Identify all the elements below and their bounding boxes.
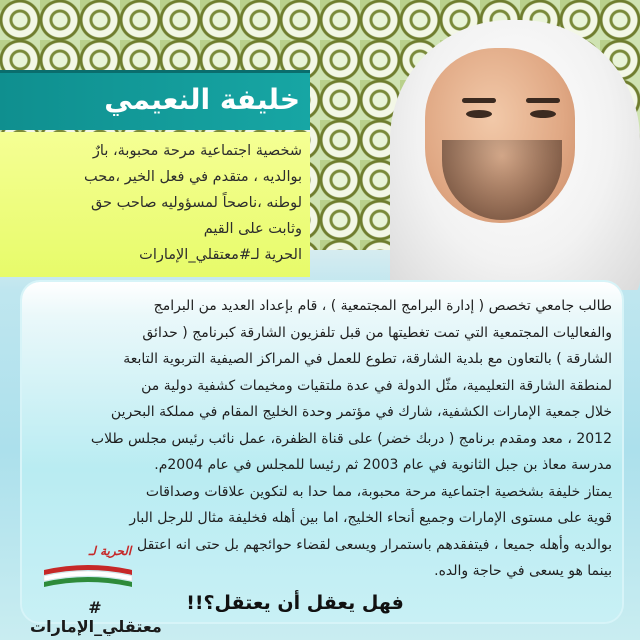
person-name: خليفة النعيمي (104, 83, 300, 116)
logo-top-text: الحرية لـ (88, 544, 132, 558)
biography-text: طالب جامعي تخصص ( إدارة البرامج المجتمعية ) ، قام بإعداد العديد من البرامج والفعاليات المجتمعية التي تمت تغطيتها من قبل تلفزيون الشارقة كبرنامج ( حدائق الشارقة ) بالتعاون مع بلدية الشارقة، تطوع للعمل في المراكز الصيفية التربوية التابعة لمنطقة الشارقة التعليمية، مثّل الدولة في عدة ملتقيات ومخيمات كشفية دولية من خلال جمعية الإمارات الكشفية، شارك في مؤتمر وحدة الخليج المقام في مملكة البحرين 2012 ، معد ومقدم برنامج ( دربك خضر) على قناة الظفرة، عمل نائب رئيس مجلس طلاب مدرسة معاذ بن جبل الثانوية في عام 2003 ثم رئيسا للمجلس في عام 2004م. يمتاز خليفة بشخصية اجتماعية مرحة محبوبة، مما حدا به لتكوين علاقات وصداقات قوية على مستوى الإمارات وجميع أنحاء الخليج، اما بين أهله فخليفة مثال للرجل البار بوالديه وأهله جميعا ، فيتفقدهم باستمرار ويسعى لقضاء حوائجهم بل حتى انه اعتقل بينما هو يسعى في حاجة والده. (90, 298, 612, 579)
flag-book-icon (42, 562, 134, 588)
logo-hashtag: # معتقلي_الإمارات (30, 598, 162, 636)
intro-text: شخصية اجتماعية مرحة محبوبة، بارٌ بوالديه ، متقدم في فعل الخير ،محب لوطنه ،ناصحاً لمسؤوليه صاحب حق وثابت على القيم الحرية لـ#معتقلي_الإمارات (84, 143, 302, 263)
closing-question: فهل يعقل أن يعتقل؟!! (186, 592, 404, 614)
portrait-photo (330, 0, 640, 290)
